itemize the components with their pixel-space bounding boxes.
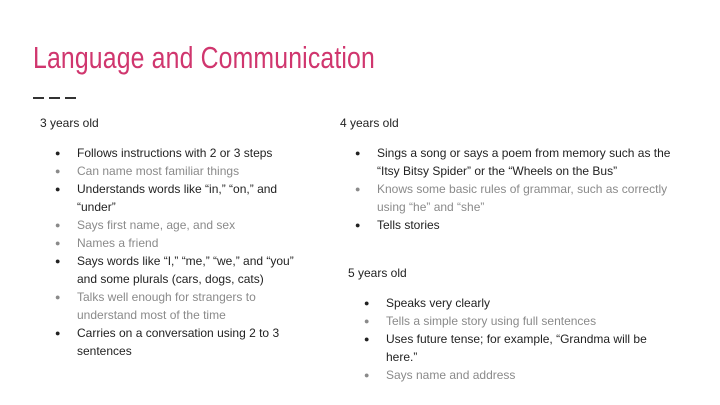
list-item-text: Sings a song or says a poem from memory such as the “Itsy Bitsy Spider” or the “Wheels on the Bus”	[377, 146, 671, 178]
list-item-text: Says first name, age, and sex	[77, 218, 236, 232]
accent-dash	[33, 97, 44, 99]
bullet-list-5-years	[364, 294, 664, 384]
bullet-dot-icon: ●	[55, 166, 61, 176]
list-item	[55, 252, 300, 288]
list-item-text: Says words like “I,” “me,” “we,” and “you” and some plurals (cars, dogs, cats)	[77, 254, 294, 286]
bullet-dot-icon: ●	[355, 184, 361, 194]
list-item-text: Uses future tense; for example, “Grandma will be here.”	[386, 332, 647, 364]
list-item-text: Follows instructions with 2 or 3 steps	[77, 146, 273, 160]
list-item-text: Talks well enough for strangers to understand most of the time	[77, 290, 256, 322]
column-heading-4-years: 4 years old	[340, 116, 399, 130]
accent-dash	[49, 97, 60, 99]
bullet-dot-icon: ●	[364, 334, 370, 344]
bullet-dot-icon: ●	[364, 316, 370, 326]
bullet-list-4-years	[355, 144, 685, 234]
list-item	[55, 144, 300, 162]
bullet-dot-icon: ●	[364, 370, 370, 380]
list-item	[364, 294, 664, 312]
list-item	[364, 330, 664, 366]
list-item-text: Carries on a conversation using 2 to 3 sentences	[77, 326, 280, 358]
list-item	[364, 366, 664, 384]
list-item	[355, 180, 685, 216]
list-item	[55, 324, 300, 360]
list-item	[55, 234, 300, 252]
bullet-dot-icon: ●	[55, 292, 61, 302]
bullet-dot-icon: ●	[55, 184, 61, 194]
list-item-text: Speaks very clearly	[386, 296, 491, 310]
list-item	[55, 180, 300, 216]
list-item-text: Knows some basic rules of grammar, such as correctly using “he” and “she”	[377, 182, 668, 214]
bullet-dot-icon: ●	[355, 148, 361, 158]
list-item-text: Says name and address	[386, 368, 516, 382]
bullet-dot-icon: ●	[55, 328, 61, 338]
list-item	[364, 312, 664, 330]
accent-dash	[65, 97, 76, 99]
list-item	[55, 216, 300, 234]
bullet-list-3-years	[55, 144, 300, 360]
bullet-dot-icon: ●	[55, 238, 61, 248]
list-item-text: Tells stories	[377, 218, 440, 232]
list-item-text: Tells a simple story using full sentences	[386, 314, 597, 328]
bullet-dot-icon: ●	[55, 148, 61, 158]
column-heading-3-years: 3 years old	[40, 116, 99, 130]
column-heading-5-years: 5 years old	[348, 266, 407, 280]
list-item-text: Names a friend	[77, 236, 159, 250]
title-accent-dashes	[33, 97, 76, 99]
bullet-dot-icon: ●	[55, 256, 61, 266]
list-item	[55, 162, 300, 180]
list-item	[355, 144, 685, 180]
slide-title: Language and Communication	[33, 40, 375, 75]
bullet-dot-icon: ●	[355, 220, 361, 230]
list-item	[355, 216, 685, 234]
bullet-dot-icon: ●	[55, 220, 61, 230]
list-item-text: Can name most familiar things	[77, 164, 240, 178]
list-item-text: Understands words like “in,” “on,” and “under”	[77, 182, 278, 214]
bullet-dot-icon: ●	[364, 298, 370, 308]
list-item	[55, 288, 300, 324]
